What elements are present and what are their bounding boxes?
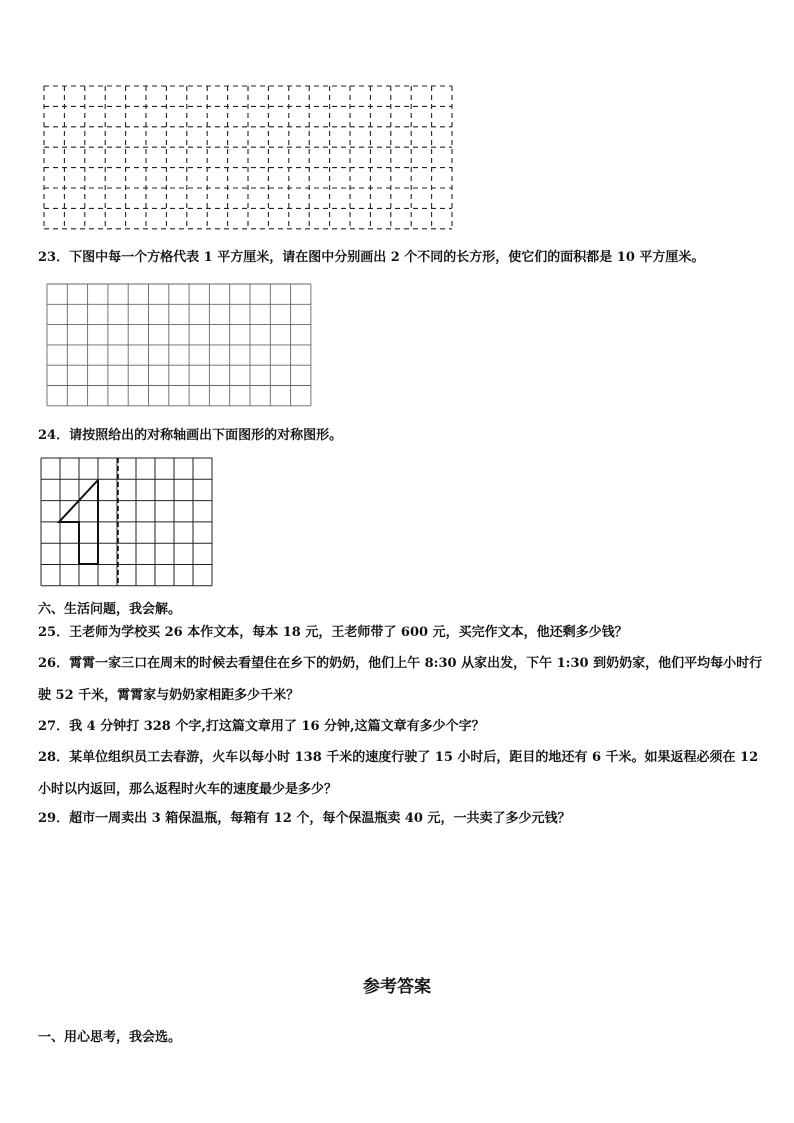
question-27: 27．我 4 分钟打 328 个字,打这篇文章用了 16 分钟,这篇文章有多少个字？ xyxy=(38,719,485,734)
question-24: 24．请按照给出的对称轴画出下面图形的对称图形。 xyxy=(38,428,343,443)
grid-lines xyxy=(41,458,212,586)
question-26: 26．霄霄一家三口在周末的时候去看望住在乡下的奶奶，他们上午 8:30 从家出发，下午 1:30 到奶奶家，他们平均每小时行驶 52 千米，霄霄家与奶奶家相距多少千米？ xyxy=(38,656,763,703)
section-6-heading: 六、生活问题，我会解。 xyxy=(38,602,182,617)
question-23: 23．下图中每一个方格代表 1 平方厘米，请在图中分别画出 2 个不同的长方形，使它们的面积都是 10 平方厘米。 xyxy=(38,250,705,265)
answers-section-1-heading: 一、用心思考，我会选。 xyxy=(38,1030,182,1045)
question-29: 29．超市一周卖出 3 箱保温瓶，每箱有 12 个，每个保温瓶卖 40 元，一共卖了多少元钱？ xyxy=(38,811,571,826)
answers-title: 参考答案 xyxy=(363,977,431,997)
given-figure xyxy=(59,480,99,564)
question-25: 25．王老师为学校买 26 本作文本，每本 18 元，王老师带了 600 元，买完作文本，他还剩多少钱？ xyxy=(38,625,628,640)
question-28: 28．某单位组织员工去春游，火车以每小时 138 千米的速度行驶了 15 小时后，距目的地还有 6 千米。如果返程必须在 12 小时以内返回，那么返程时火车的速度最少是多少？ xyxy=(38,750,759,797)
